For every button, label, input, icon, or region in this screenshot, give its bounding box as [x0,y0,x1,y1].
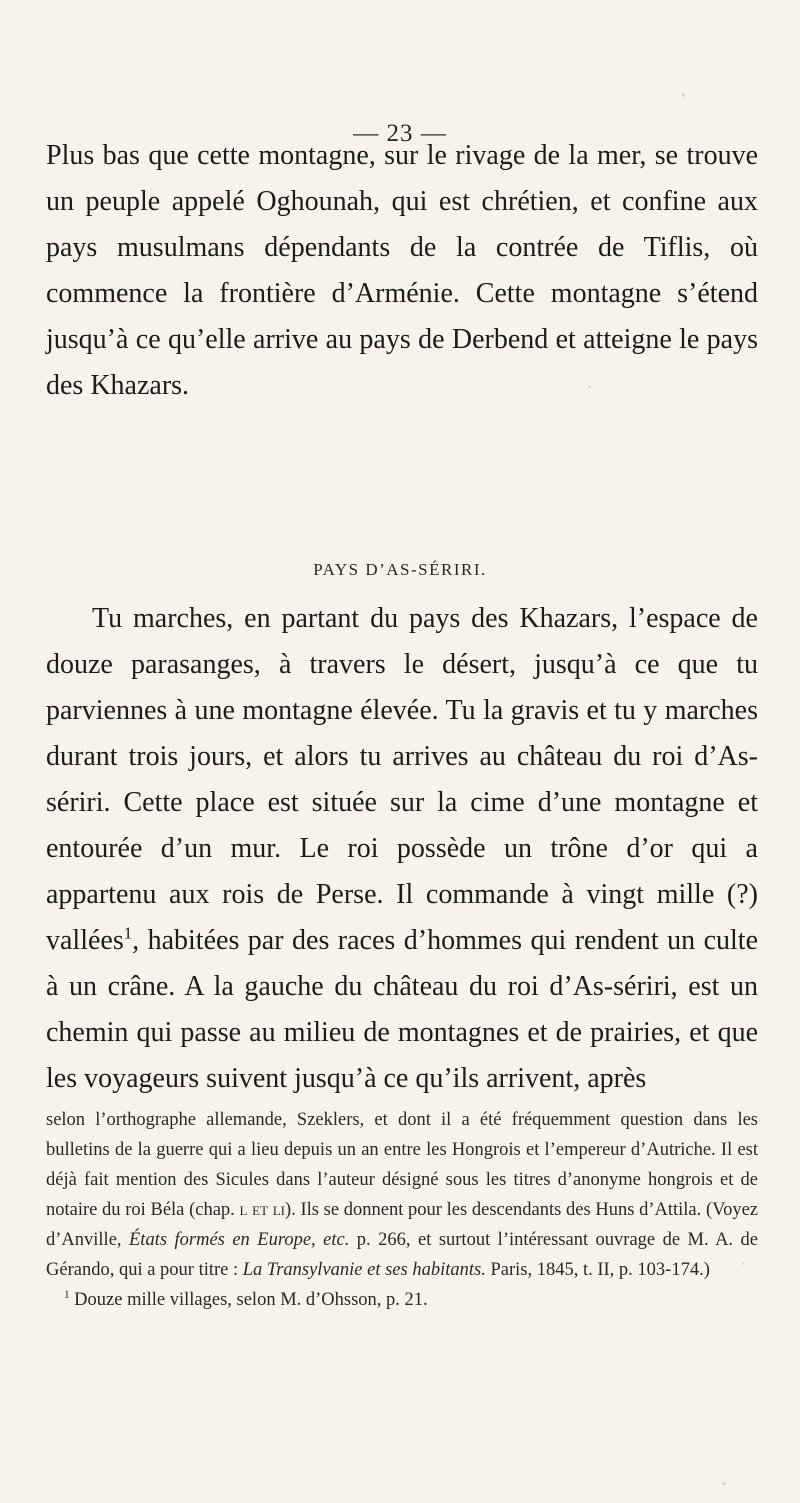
footnote-text-part-1: selon l’orthographe allemande, Szeklers, et dont il a été fréquemment question dans les bulletins de la guerre qui a lieu depuis un an entre les Hongrois et l’empereur d’Autriche. Il est déjà fait mention des Sicules dans l’auteur désigné sous les titres d’anonyme hongrois et de notaire du roi Béla (chap. [46,1110,758,1220]
page-number: — 23 — [353,120,447,147]
chapter-references: l et li [239,1200,285,1220]
footnote-continuation [46,1105,758,1285]
paper-speck [742,1262,744,1265]
footnote-text-part-4: Paris, 1845, t. II, p. 103-174.) [485,1260,710,1280]
section-heading: PAYS D’AS-SÉRIRI. [313,560,487,579]
footnotes [46,1105,758,1315]
paper-speck [682,93,685,97]
paper-speck [722,1482,726,1485]
paragraph-text-after-note: , habitées par des races d’hommes qui rendent un culte à un crâne. A la gauche du château du roi d’As-sériri, est un chemin qui passe au milieu de montagnes et de prairies, et que les voyageurs suivent jusqu’à ce qu’ils arrivent, après [46,925,758,1094]
paper-speck [588,386,591,388]
footnote-text-part-3: p. 266, et surtout l’intéressant ouvrage de M. A. de Gérando, qui a pour titre : [46,1230,758,1280]
footnote-1 [46,1285,758,1315]
paragraph-as-seriri [46,596,758,1102]
paragraph-text-before-note: Tu marches, en partant du pays des Khazars, l’espace de douze parasanges, à travers le désert, jusqu’à ce que tu parviennes à une montagne élevée. Tu la gravis et tu y marches durant trois jours, et alors tu arrives au château du roi d’As-sériri. Cette place est située sur la cime d’une montagne et entourée d’un mur. Le roi possède un trône d’or qui a appartenu aux rois de Perse. Il commande à vingt mille (?) vallées [46,603,758,956]
footnote-reference-1: 1 [123,923,133,943]
footnote-1-text: Douze mille villages, selon M. d’Ohsson, p. 21. [69,1290,428,1310]
footnote-marker-1: 1 [64,1288,70,1301]
book-title-etats-formes: États formés en Europe, etc. [129,1230,350,1250]
footnote-text-part-2: ). Ils se donnent pour les descendants des Huns d’Attila. (Voyez d’Anville, [46,1200,759,1250]
paragraph-oghounah: Plus bas que cette montagne, sur le rivage de la mer, se trouve un peuple appelé Oghounah, qui est chrétien, et confine aux pays musulmans dépendants de la contrée de Tiflis, où commence la frontière d’Arménie. Cette montagne s’étend jusqu’à ce qu’elle arrive au pays de Derbend et atteigne le pays des Khazars. [46,140,758,401]
book-title-transylvanie: La Transylvanie et ses habitants. [242,1260,486,1280]
